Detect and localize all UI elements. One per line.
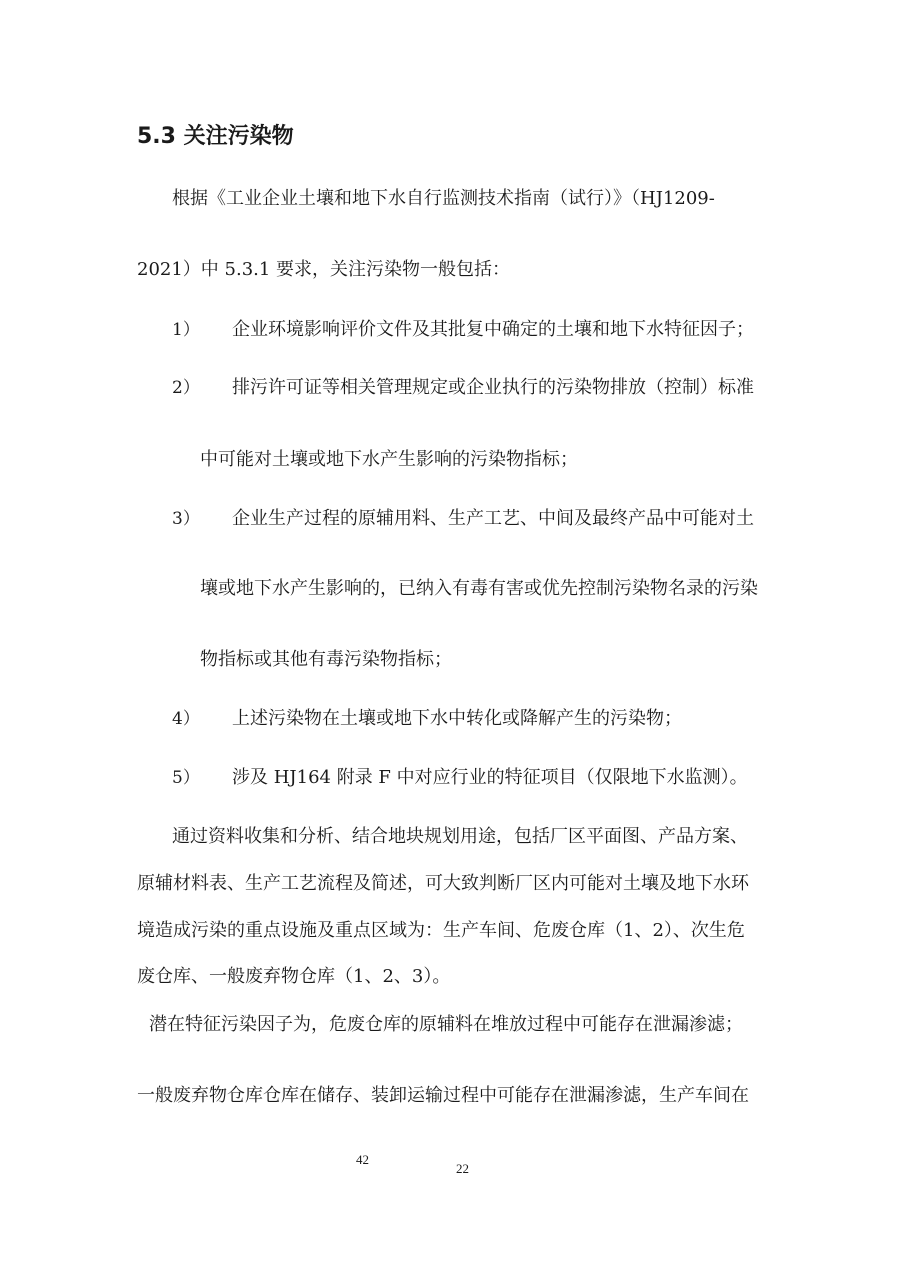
list-item-text: 上述污染物在土壤或地下水中转化或降解产生的污染物； xyxy=(232,708,682,729)
paragraph-line: 原辅材料表、生产工艺流程及简述，可大致判断厂区内可能对土壤及地下水环 xyxy=(137,873,749,894)
page-number-original: 42 xyxy=(356,1152,369,1167)
list-item-text: 中可能对土壤或地下水产生影响的污染物指标； xyxy=(200,449,578,470)
list-item-text: 企业环境影响评价文件及其批复中确定的土壤和地下水特征因子； xyxy=(232,319,754,340)
intro-line-2: 2021）中 5.3.1 要求，关注污染物一般包括： xyxy=(137,259,511,280)
list-item-text: 涉及 HJ164 附录 F 中对应行业的特征项目（仅限地下水监测）。 xyxy=(232,767,748,788)
intro-line-1: 根据《工业企业土壤和地下水自行监测技术指南（试行）》（HJ1209- xyxy=(172,188,715,209)
page-number: 22 xyxy=(456,1161,469,1176)
paragraph-line: 境造成污染的重点设施及重点区域为：生产车间、危废仓库（1、2）、次生危 xyxy=(137,920,745,941)
section-heading: 5.3 关注污染物 xyxy=(137,124,294,149)
paragraph-line: 通过资料收集和分析、结合地块规划用途，包括厂区平面图、产品方案、 xyxy=(172,826,748,847)
list-item-number: 2） xyxy=(172,378,200,398)
list-item-text: 壤或地下水产生影响的，已纳入有毒有害或优先控制污染物名录的污染 xyxy=(200,578,758,599)
list-item-number: 3） xyxy=(172,509,200,529)
paragraph-line: 废仓库、一般废弃物仓库（1、2、3）。 xyxy=(137,966,451,987)
paragraph-line: 一般废弃物仓库仓库在储存、装卸运输过程中可能存在泄漏渗滤，生产车间在 xyxy=(137,1085,749,1106)
list-item-text: 排污许可证等相关管理规定或企业执行的污染物排放（控制）标准 xyxy=(232,377,754,398)
list-item-text: 企业生产过程的原辅用料、生产工艺、中间及最终产品中可能对土 xyxy=(232,508,754,529)
list-item-number: 4） xyxy=(172,709,200,729)
list-item-number: 1） xyxy=(172,320,200,340)
paragraph-line: 潜在特征污染因子为，危废仓库的原辅料在堆放过程中可能存在泄漏渗滤； xyxy=(149,1014,743,1035)
list-item-number: 5） xyxy=(172,768,200,788)
list-item-text: 物指标或其他有毒污染物指标； xyxy=(200,649,452,670)
